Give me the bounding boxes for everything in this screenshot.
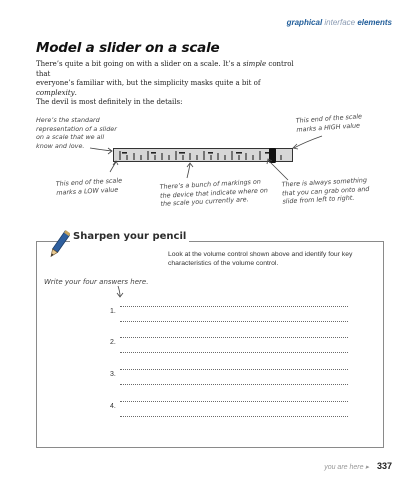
annotation-low-end: This end of the scale marks a LOW value [55,176,123,197]
intro-emphasis: simple [242,60,267,68]
answer-number: 4. [110,403,116,410]
header-part-3: elements [357,18,392,27]
answer-number: 3. [110,371,116,378]
answer-line-3a[interactable] [120,369,348,370]
exercise-instruction: Look at the volume control shown above and identify four key characteristics of the volume control. [168,251,353,267]
answer-line-4b[interactable] [120,416,348,417]
intro-text: . [74,88,77,97]
header-part-1: graphical [286,18,325,27]
answer-line-2a[interactable] [120,337,348,338]
page-number: 337 [376,461,392,471]
answer-row-2 [110,329,116,348]
answer-row-4 [110,393,116,412]
sharpen-title: Sharpen your pencil [70,231,189,242]
intro-text: There’s quite a bit going on with a slider on a scale. It’s a [36,60,243,68]
write-answers-label: Write your four answers here. [44,278,149,286]
answer-number: 2. [110,339,116,346]
answer-number: 1. [110,308,116,315]
page-footer [324,456,392,474]
answer-row-1 [110,298,116,317]
answer-line-2b[interactable] [120,352,348,353]
answer-line-4a[interactable] [120,401,348,402]
intro-emphasis: complexity [36,88,75,97]
annotation-grab: There is always something that you can grab onto and slide from left to right. [281,176,370,206]
answer-line-3b[interactable] [120,384,348,385]
header-part-2: interface [324,18,358,27]
answer-line-1a[interactable] [120,306,348,307]
intro-text: everyone’s familiar with, but the simplicity masks quite a bit of [36,79,261,88]
answer-row-3 [110,361,116,380]
annotation-standard: Here’s the standard representation of a slider on a scale that we all know and love. [36,116,117,150]
answer-line-1b[interactable] [120,321,348,322]
annotation-markings: There’s a bunch of markings on the device that indicate where on the scale you currently are. [159,177,268,209]
page-title: Model a slider on a scale [36,40,220,56]
intro-text: control that [36,60,294,78]
intro-text: The devil is most definitely in the details: [36,98,183,107]
annotation-high-end: This end of the scale marks a HIGH value [295,112,363,134]
you-are-here-label: you are here ▸ [324,464,369,471]
pencil-icon [46,228,72,262]
